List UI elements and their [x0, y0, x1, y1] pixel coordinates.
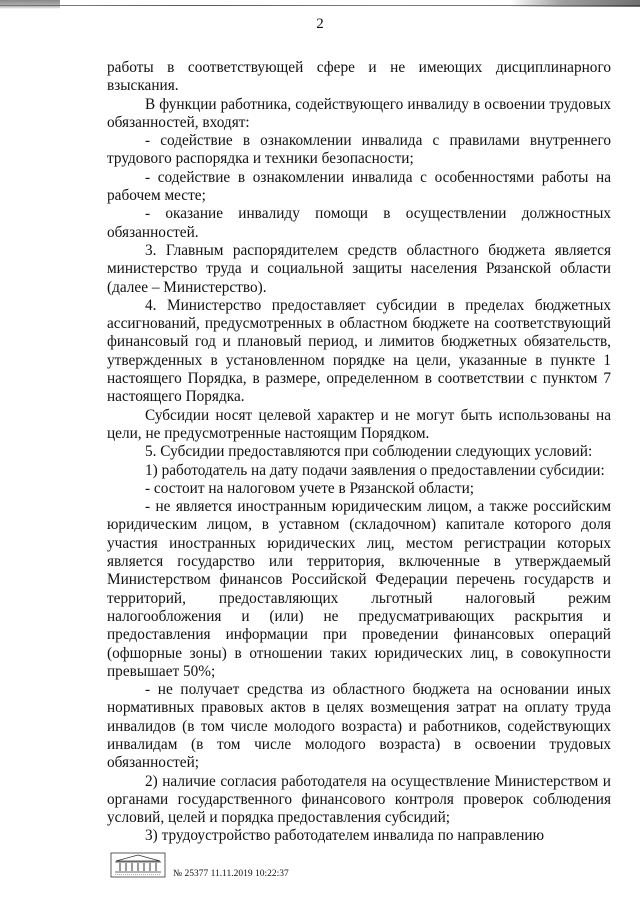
paragraph-10: 1) работодатель на дату подачи заявления о предоставлении субсидии:: [145, 461, 605, 479]
paragraph-11: - состоит на налоговом учете в Рязанской области;: [145, 479, 475, 497]
paragraph-13: - не получает средства из областного бюджета на основании иных нормативных правовых актов в целях возмещения затрат на оплату труда инвалидов (в том числе молодого возраста) и работников, содействующих инвалидам (в том числе молодого возраста) в освоении трудовых обязанностей;: [107, 681, 611, 772]
registry-building-emblem-icon: [110, 852, 166, 878]
paragraph-6: 3. Главным распорядителем средств областного бюджета является министерство труда и социальной защиты населения Рязанской области (далее – Министерство).: [107, 241, 611, 296]
document-registration-code: № 25377 11.11.2019 10:22:37: [173, 869, 289, 879]
paragraph-2: В функции работника, содействующего инвалиду в освоении трудовых обязанностей, входят:: [107, 95, 611, 131]
scan-top-edge: [0, 0, 640, 10]
paragraph-1: работы в соответствующей сфере и не имеющих дисциплинарного взыскания.: [107, 59, 611, 95]
paragraph-9: 5. Субсидии предоставляются при соблюдении следующих условий:: [145, 443, 593, 461]
paragraph-5: - оказание инвалиду помощи в осуществлении должностных обязанностей.: [107, 205, 611, 241]
paragraph-7: 4. Министерство предоставляет субсидии в пределах бюджетных ассигнований, предусмотренных в областном бюджете на соответствующий финансовый год и плановый период, и лимитов бюджетных обязательств, утвержденных в установленном порядке на цели, указанные в пункте 1 настоящего Порядка, в размере, определенном в соответствии с пунктом 7 настоящего Порядка.: [107, 296, 611, 406]
paragraph-14: 2) наличие согласия работодателя на осуществление Министерством и органами государственного финансового контроля проверок соблюдения условий, целей и порядка предоставления субсидий;: [107, 772, 611, 827]
document-body: [107, 59, 611, 846]
paragraph-12: - не является иностранным юридическим лицом, а также российским юридическим лицом, в уставном (складочном) капитале которого доля участия иностранных юридических лиц, местом регистрации которых является государство или территория, включенные в утверждаемый Министерством финансов Российской Федерации перечень государств и территорий, предоставляющих льготный налоговый режим налогообложения и (или) не предусматривающих раскрытия и предоставления информации при проведении финансовых операций (офшорные зоны) в отношении таких юридических лиц, в совокупности превышает 50%;: [107, 498, 611, 680]
paragraph-8: Субсидии носят целевой характер и не могут быть использованы на цели, не предусмотренные настоящим Порядком.: [107, 406, 611, 442]
page-number: 2: [316, 16, 324, 32]
paragraph-15: 3) трудоустройство работодателем инвалида по направлению: [145, 827, 545, 845]
document-footer: [110, 852, 410, 892]
paragraph-4: - содействие в ознакомлении инвалида с особенностями работы на рабочем месте;: [107, 168, 611, 205]
paragraph-3: - содействие в ознакомлении инвалида с правилами внутреннего трудового распорядка и техники безопасности;: [107, 132, 611, 168]
